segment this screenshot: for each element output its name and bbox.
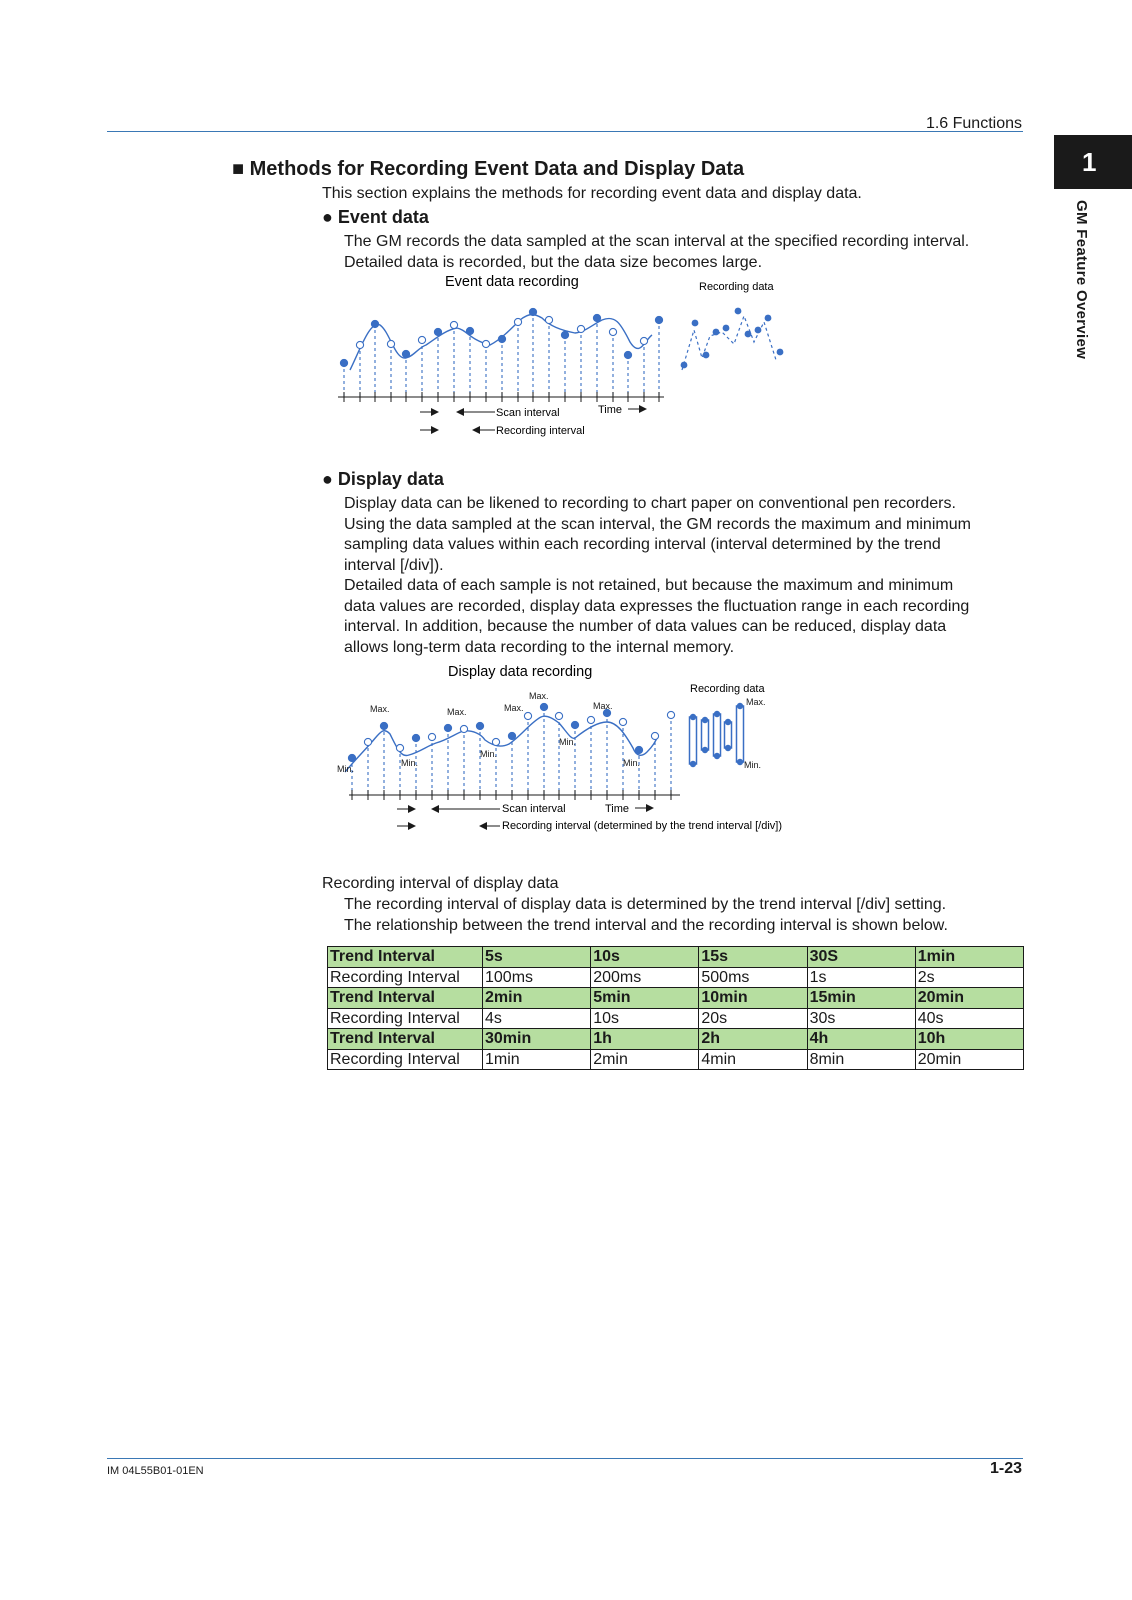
recorded-point: [692, 320, 699, 327]
recorded-min-point: [737, 759, 743, 765]
table-cell: 8min: [807, 1049, 915, 1070]
display-recorded-ranges: [690, 703, 744, 767]
table-cell: 4min: [699, 1049, 807, 1070]
display-recording-data-label: Recording data: [690, 683, 765, 695]
min-label: Min.: [744, 760, 762, 770]
event-data-paragraph: [344, 232, 1024, 273]
row-header-cell: Trend Interval: [328, 947, 483, 968]
display-data-figure: [335, 660, 815, 850]
recorded-sample-point: [340, 359, 347, 366]
recorded-max-point: [725, 719, 731, 725]
chapter-number: 1: [1082, 146, 1097, 177]
display-line: interval. In addition, because the number of data values can be reduced, display data: [344, 618, 947, 635]
sample-point: [364, 738, 371, 745]
recorded-max-point: [702, 717, 708, 723]
table-cell: 2min: [591, 1049, 699, 1070]
max-min-sample-point: [444, 724, 451, 731]
max-label: Max.: [504, 703, 524, 713]
display-line: Detailed data of each sample is not retained, but because the maximum and minimum: [344, 577, 954, 594]
table-cell: 1s: [807, 967, 915, 988]
sample-point: [428, 733, 435, 740]
event-figure-title: Event data recording: [445, 274, 579, 290]
min-label: Min.: [337, 764, 355, 774]
sample-point: [609, 328, 616, 335]
recorded-range-bar: [690, 717, 697, 764]
footer-rule: [107, 1458, 1023, 1459]
table-cell: 5s: [483, 947, 591, 968]
max-min-sample-point: [635, 746, 642, 753]
recorded-range-bar: [702, 720, 709, 750]
recorded-range-bar: [737, 706, 744, 762]
max-min-sample-point: [508, 732, 515, 739]
event-line: Detailed data is recorded, but the data size becomes large.: [344, 253, 763, 271]
min-label: Min.: [623, 758, 641, 768]
min-label: Min.: [480, 749, 498, 759]
recorded-point: [703, 352, 710, 359]
recorded-sample-point: [371, 320, 378, 327]
recorded-point: [765, 315, 772, 322]
recorded-point: [735, 308, 742, 315]
event-data-title: ● Event data: [322, 207, 429, 227]
sample-point: [460, 725, 467, 732]
recording-interval-paragraph: [344, 895, 948, 936]
recording-interval-line: The recording interval of display data is determined by the trend interval [/div] setting.: [344, 896, 947, 913]
sample-point: [667, 711, 674, 718]
header-rule: [107, 131, 1023, 132]
max-label: Max.: [447, 707, 467, 717]
max-label: Max.: [593, 701, 613, 711]
recorded-sample-point: [529, 308, 536, 315]
display-signal-curve: [345, 716, 657, 772]
sample-point: [514, 318, 521, 325]
display-figure-title: Display data recording: [448, 664, 593, 680]
sample-point: [619, 718, 626, 725]
recorded-min-point: [690, 761, 696, 767]
row-header-cell: Trend Interval: [328, 988, 483, 1009]
display-time-label: Time: [605, 803, 630, 815]
table-cell: 40s: [915, 1008, 1023, 1029]
recorded-min-point: [725, 745, 731, 751]
max-min-sample-point: [540, 703, 547, 710]
recorded-point: [777, 349, 784, 356]
max-min-sample-point: [380, 722, 387, 729]
sample-point: [482, 340, 489, 347]
min-label: Min.: [559, 737, 577, 747]
table-cell: 20min: [915, 988, 1023, 1009]
event-scan-interval-label: Scan interval: [496, 407, 560, 419]
display-recording-interval-label: Recording interval (determined by the trend interval [/div]): [502, 820, 783, 832]
page-number: 1-23: [989, 1460, 1022, 1477]
recorded-point: [681, 362, 688, 369]
sample-point: [545, 316, 552, 323]
table-cell: 10s: [591, 947, 699, 968]
table-cell: 2min: [483, 988, 591, 1009]
recorded-sample-point: [561, 331, 568, 338]
table-cell: 4s: [483, 1008, 591, 1029]
sample-point: [387, 340, 394, 347]
table-cell: 500ms: [699, 967, 807, 988]
recording-interval-line: The relationship between the trend interval and the recording interval is shown below.: [344, 916, 948, 934]
table-cell: 20min: [915, 1049, 1023, 1070]
table-cell: 4h: [807, 1029, 915, 1050]
display-data-title: ● Display data: [322, 469, 444, 489]
recorded-sample-point: [434, 328, 441, 335]
section-label: 1.6 Functions: [925, 115, 1022, 132]
sample-point: [524, 712, 531, 719]
recorded-sample-point: [593, 314, 600, 321]
recorded-point: [755, 327, 762, 334]
table-cell: 1h: [591, 1029, 699, 1050]
table-cell: 30min: [483, 1029, 591, 1050]
max-label: Max.: [529, 691, 549, 701]
event-time-label: Time: [598, 404, 623, 416]
table-cell: 10s: [591, 1008, 699, 1029]
table-cell: 100ms: [483, 967, 591, 988]
sample-point: [492, 738, 499, 745]
recorded-sample-point: [466, 327, 473, 334]
recorded-sample-point: [498, 335, 505, 342]
display-line: data values are recorded, display data expresses the fluctuation range in each recording: [344, 597, 970, 615]
table-cell: 15s: [699, 947, 807, 968]
display-line: Using the data sampled at the scan interval, the GM records the maximum and minimum: [344, 515, 971, 533]
display-line: interval [/div]).: [344, 556, 444, 574]
display-line: sampling data values within each recording interval (interval determined by the trend: [344, 536, 941, 553]
table-cell: 200ms: [591, 967, 699, 988]
min-label: Min.: [401, 758, 419, 768]
table-cell: 5min: [591, 988, 699, 1009]
event-line: The GM records the data sampled at the scan interval at the specified recording interval.: [344, 233, 970, 250]
sample-point: [396, 744, 403, 751]
table-cell: 1min: [483, 1049, 591, 1070]
display-line: allows long-term data recording to the internal memory.: [344, 638, 735, 656]
max-label: Max.: [746, 697, 766, 707]
recorded-sample-point: [624, 351, 631, 358]
event-sample-lines: [344, 312, 659, 397]
recorded-point: [745, 331, 752, 338]
sample-point: [577, 325, 584, 332]
max-label: Max.: [370, 704, 390, 714]
display-axis-ticks: [352, 790, 671, 800]
section-heading: ■ Methods for Recording Event Data and Display Data: [232, 158, 745, 180]
recording-interval-heading: Recording interval of display data: [322, 875, 559, 892]
interval-table: [327, 946, 1024, 1070]
table-cell: 10h: [915, 1029, 1023, 1050]
table-cell: 30s: [807, 1008, 915, 1029]
sample-point: [356, 341, 363, 348]
recorded-point: [713, 329, 720, 336]
row-header-cell: Recording Interval: [328, 1049, 483, 1070]
row-header-cell: Recording Interval: [328, 967, 483, 988]
recorded-point: [723, 325, 730, 332]
chapter-title: GM Feature Overview: [1073, 200, 1090, 360]
max-min-sample-point: [571, 721, 578, 728]
sample-point: [640, 337, 647, 344]
recorded-max-point: [714, 711, 720, 717]
sample-point: [587, 716, 594, 723]
table-cell: 15min: [807, 988, 915, 1009]
recorded-max-point: [690, 714, 696, 720]
chapter-number-tab: [1054, 135, 1132, 189]
table-cell: 20s: [699, 1008, 807, 1029]
display-data-paragraph-2: [344, 576, 1024, 658]
max-min-sample-point: [348, 754, 355, 761]
table-cell: 1min: [915, 947, 1023, 968]
max-min-sample-point: [412, 734, 419, 741]
recorded-range-bar: [725, 722, 732, 748]
display-scan-interval-label: Scan interval: [502, 803, 566, 815]
recorded-sample-point: [655, 316, 662, 323]
display-line: Display data can be likened to recording to chart paper on conventional pen recorders.: [344, 495, 956, 512]
row-header-cell: Trend Interval: [328, 1029, 483, 1050]
recorded-min-point: [714, 753, 720, 759]
trend-interval-row: [328, 988, 1024, 1009]
recorded-range-bar: [714, 714, 721, 756]
sample-point: [555, 712, 562, 719]
document-id: IM 04L55B01-01EN: [107, 1465, 204, 1477]
recorded-min-point: [702, 747, 708, 753]
row-header-cell: Recording Interval: [328, 1008, 483, 1029]
recorded-sample-point: [402, 350, 409, 357]
sample-point: [418, 336, 425, 343]
display-data-paragraph-1: [344, 494, 1024, 576]
recording-interval-row: [328, 1008, 1024, 1029]
sample-point: [651, 732, 658, 739]
table-cell: 2h: [699, 1029, 807, 1050]
trend-interval-row: [328, 1029, 1024, 1050]
table-cell: 2s: [915, 967, 1023, 988]
max-min-sample-point: [476, 722, 483, 729]
recording-interval-row: [328, 1049, 1024, 1070]
sample-point: [450, 321, 457, 328]
table-cell: 30S: [807, 947, 915, 968]
intro-text: This section explains the methods for recording event data and display data.: [322, 185, 862, 202]
event-recording-interval-label: Recording interval: [496, 425, 585, 437]
table-cell: 10min: [699, 988, 807, 1009]
trend-interval-row: [328, 947, 1024, 968]
event-recording-data-label: Recording data: [699, 281, 774, 293]
recording-interval-row: [328, 967, 1024, 988]
event-data-figure: [330, 270, 810, 450]
recorded-max-point: [737, 703, 743, 709]
